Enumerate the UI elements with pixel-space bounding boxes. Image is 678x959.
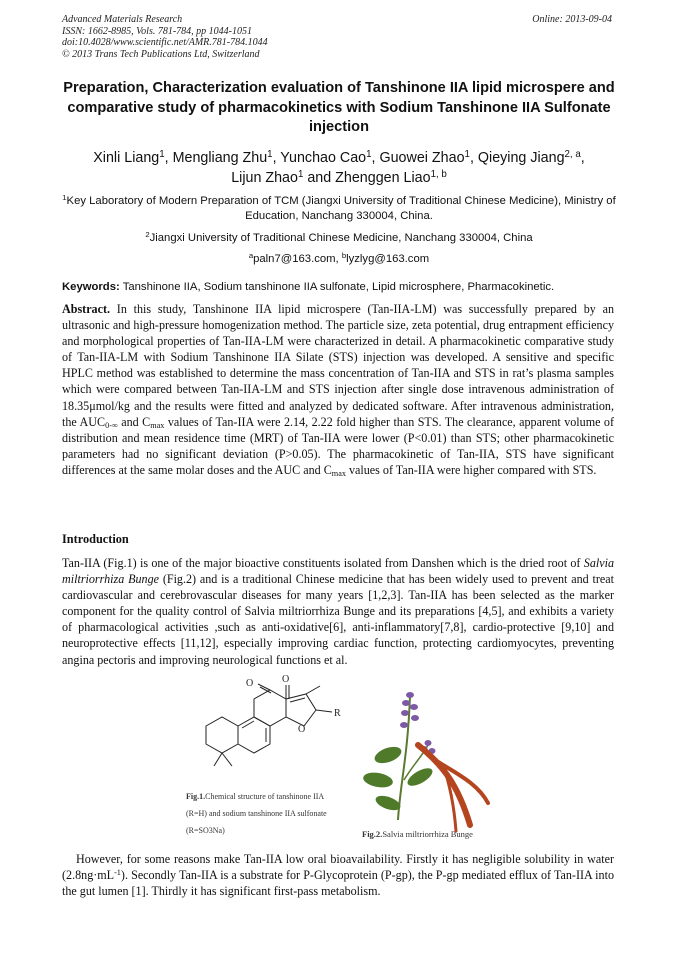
r-group-label: R bbox=[334, 708, 341, 719]
author: Qieying Jiang$^{2, a}$ bbox=[477, 149, 581, 166]
figure1-caption-line2: (R=H) and sodium tanshinone IIA sulfonate bbox=[186, 809, 327, 818]
journal-name: Advanced Materials Research bbox=[62, 14, 183, 25]
introduction-heading: Introduction bbox=[62, 532, 129, 546]
email-b[interactable]: lyzlyg@163.com bbox=[346, 253, 430, 265]
oxygen-label-2: O bbox=[282, 674, 290, 685]
introduction-paragraph-1: Tan-IIA (Fig.1) is one of the major bioactive constituents isolated from Danshen which is the dried root of Salvia miltriorrhiza Bunge (Fig.2) and is a traditional Chinese medicine that has been widely used to prevent and treat cardiovascular and cerebrovascular diseases for many years [1,2,3]. Tan-IIA has been selected as the marker component for the quality control of Salvia miltriorrhiza Bunge and its preparations [4,5], and exhibits a variety of pharmacological activities ,such as anti-oxidative[6], anti-inflammatory[7,8], cardio-protective [9,10] and neuroprotective effects [11,12], especially improving cardiac function, protecting cardiomyocytes, preventing angina pectoris and improving neurological functions et al. bbox=[62, 556, 614, 667]
author: Yunchao Cao$^1$ bbox=[280, 149, 372, 166]
paper-title: Preparation, Characterization evaluation of Tanshinone IIA lipid microspere and comparative study of pharmacokinetics with Sodium Tanshinone IIA Sulfonate injection bbox=[63, 80, 615, 135]
abstract: Abstract. In this study, Tanshinone IIA lipid microspere (Tan-IIA-LM) was successfully prepared by an ultrasonic and high-pressure homogenization method. The particle size, zeta potential, drug entrapment efficiency and morphological properties of Tan-IIA-LM were characterized in detail. A pharmacokinetic comparative study of Tan-IIA-LM with Sodium Tanshinone IIA Silate (STS) injection was developed. A sensitive and specific HPLC method was established to determine the mass concentration of Tan-IIA and STS in rat’s plasma samples which were compared between Tan-IIA-LM and STS injection after single dose intravenous administration of 18.35μmol/kg and the results were fitted and analyzed by dedicated software. After intravenous administration, the $AUC_{0-\infty}$ and $C_{max}$ values of Tan-IIA were 2.14, 2.22 fold higher than STS. The clearance, apparent volume of distribution and mean residence time (MRT) of Tan-IIA were lower (P<0.01) than STS; other pharmacokinetic parameters had no significant deviation (P>0.05). The pharmacokinetic of Tan-IIA, STS have significant differences at the same molar doses and the AUC and $C_{max}$ values of Tan-IIA were higher compared with STS. bbox=[62, 302, 614, 478]
introduction-paragraph-2: However, for some reasons make Tan-IIA low oral bioavailability. Firstly it has negligible solubility in water $(2.8ng\cdot mL^{-1})$. Secondly Tan-IIA is a substrate for P-Glycoprotein (P-gp), the P-gp mediated efflux of Tan-IIA into the gut lumen [1]. Thirdly it has significant first-pass metabolism. bbox=[62, 852, 614, 899]
affiliation-1: $^1$Key Laboratory of Modern Preparation of TCM (Jiangxi University of Traditional Chinese Medicine), Ministry of Education, Nanchang 330004, China. bbox=[62, 193, 616, 222]
author-list: Xinli Liang$^1$, Mengliang Zhu$^1$, Yunchao Cao$^1$, Guowei Zhao$^1$, Qieying Jiang$^{2, a}$, Lijun Zhao$^1$ and Zhenggen Liao$^{1, b}$ bbox=[93, 149, 585, 186]
journal-header bbox=[62, 14, 268, 60]
oxygen-label-1: O bbox=[246, 678, 254, 689]
online-date: Online: 2013-09-04 bbox=[532, 14, 612, 25]
figure1-caption: Fig.1.Chemical structure of tanshinone IIA bbox=[186, 792, 325, 801]
email-line: $^a$paln7@163.com, $^b$lyzlyg@163.com bbox=[248, 251, 430, 265]
author: Zhenggen Liao$^{1, b}$ bbox=[335, 169, 447, 186]
figure2-caption: Fig.2.Salvia miltriorrhiza Bunge bbox=[362, 829, 473, 839]
author: Xinli Liang$^1$ bbox=[93, 149, 165, 166]
author: Mengliang Zhu$^1$ bbox=[172, 149, 273, 166]
doi-line[interactable]: doi:10.4028/www.scientific.net/AMR.781-784.1044 bbox=[62, 37, 268, 48]
email-a[interactable]: paln7@163.com bbox=[253, 253, 336, 265]
tanshinone-structure-figure bbox=[186, 674, 356, 848]
affiliation-2: $^2$Jiangxi University of Traditional Chinese Medicine, Nanchang 330004, China bbox=[145, 230, 533, 244]
author: Lijun Zhao$^1$ bbox=[231, 169, 304, 186]
oxygen-label-3: O bbox=[298, 724, 306, 735]
author: Guowei Zhao$^1$ bbox=[379, 149, 470, 166]
keywords: Keywords: Tanshinone IIA, Sodium tanshinone IIA sulfonate, Lipid microsphere, Pharmacokinetic. bbox=[62, 281, 555, 293]
issn-line: ISSN: 1662-8985, Vols. 781-784, pp 1044-1051 bbox=[62, 25, 252, 37]
figure1-caption-line3: (R=SO3Na) bbox=[186, 826, 225, 835]
salvia-plant-figure bbox=[358, 685, 493, 835]
copyright-line: © 2013 Trans Tech Publications Ltd, Switzerland bbox=[62, 48, 260, 60]
